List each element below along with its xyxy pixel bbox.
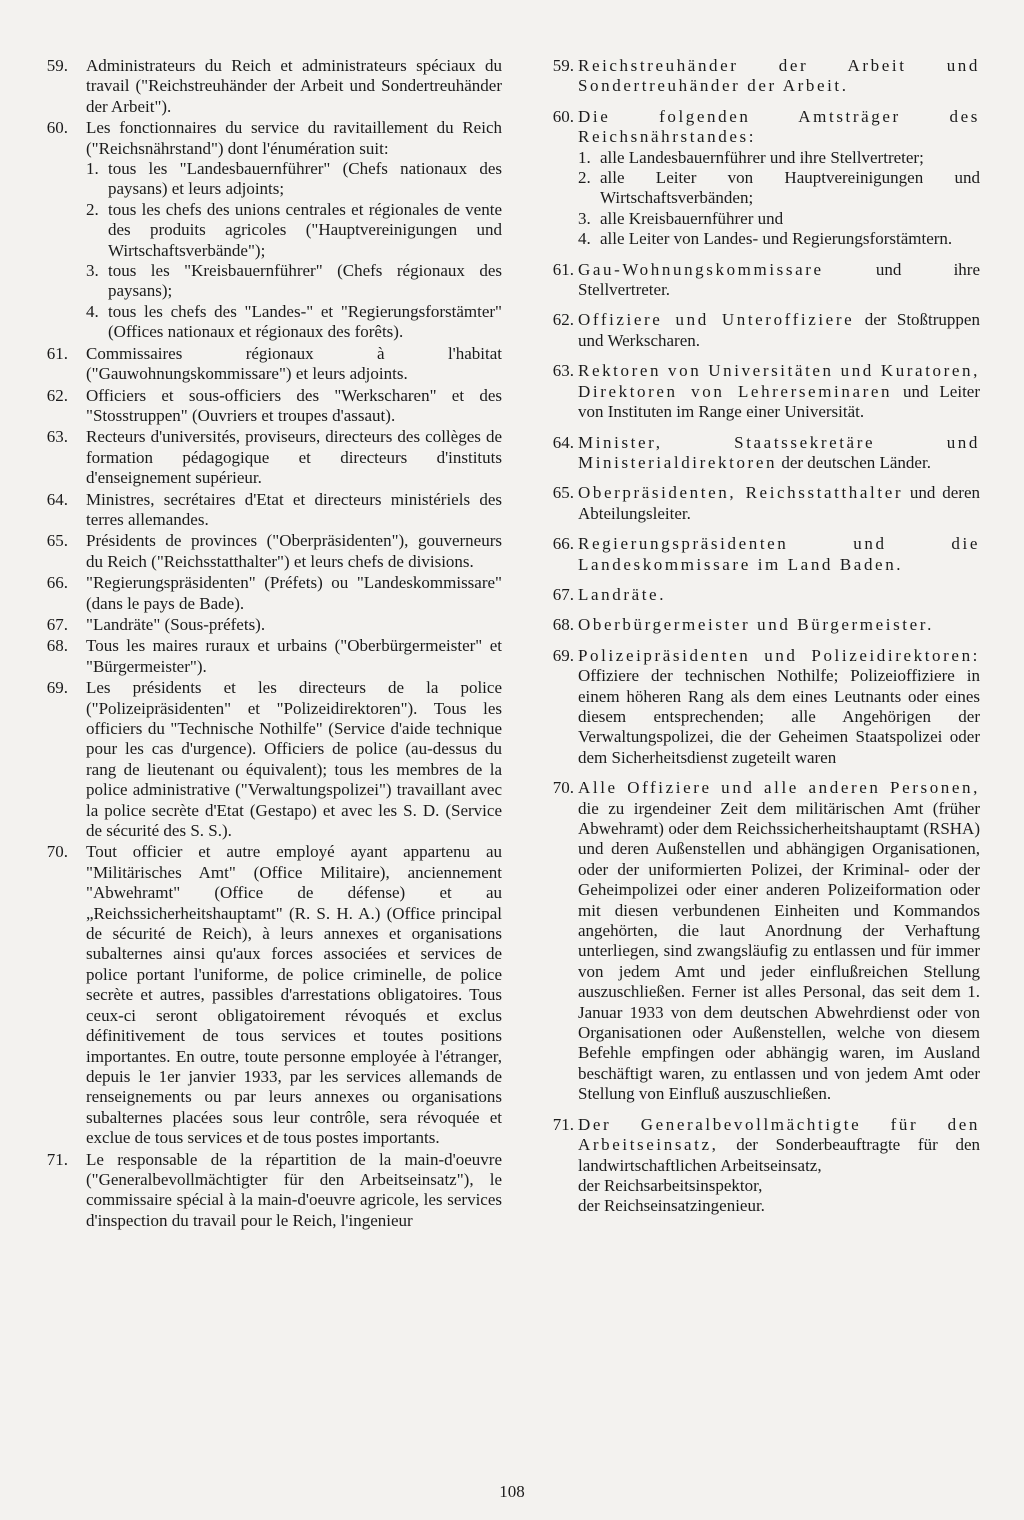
item-number: 66.: [552, 534, 574, 554]
item-text: und deren Abteilungsleiter.: [578, 483, 980, 523]
item-number: 64.: [552, 432, 574, 452]
spaced-heading: Oberpräsidenten, Reichsstatthalter: [578, 483, 904, 503]
list-item: [40, 344, 502, 385]
sub-item: [578, 148, 980, 168]
list-item: [530, 361, 980, 422]
item-number: 65.: [46, 531, 68, 551]
spaced-heading: Gau-Wohnungskommissare: [578, 259, 824, 279]
sub-item-number: 4.: [578, 229, 591, 249]
item-number: 62.: [46, 385, 68, 405]
item-number: 61.: [46, 343, 68, 363]
item-text: Le responsable de la répartition de la main-d'oeuvre ("Generalbevollmächtigter für den Arbeitseinsatz"), le commissaire spécial à la main-d'oeuvre agricole, les services d'inspection du travail pour le Reich, l'ingenieur: [86, 1149, 502, 1230]
list-item: [530, 646, 980, 768]
spaced-heading: Polizeipräsidenten und Polizeidirektoren:: [578, 645, 980, 665]
list-item: [530, 534, 980, 575]
sub-item-text: alle Leiter von Hauptvereinigungen und Wirtschaftsverbänden;: [600, 168, 980, 208]
list-item: [40, 1150, 502, 1232]
spaced-heading: Oberbürgermeister und Bürgermeister.: [578, 615, 934, 635]
item-text: der Sonderbeauftragte für den landwirtschaftlichen Arbeitseinsatz,: [578, 1135, 980, 1175]
item-text: Tout officier et autre employé ayant appartenu au "Militärisches Amt" (Office Militaire), anciennement "Abwehramt" (Office de défense) et au „Reichssicherheitshauptamt" (R. S. H. A.) (Office principal de sécurité de Reich), à leurs annexes et organisations subalternes ainsi qu'aux forces associées et services de police portant l'uniforme, de police criminelle, de police secrète et autres, passibles d'arrestations obligatoires. Tous ceux-ci seront obligatoirement révoqués et exclus définitivement de tous services et toutes positions importantes. En outre, toute personne employée à l'étranger, depuis le 1er janvier 1933, par les services allemands de renseignements ou par leurs annexes ou organisations subalternes placées sous leur contrôle, sera révoquée et exclue de tous services et de tous postes importants.: [86, 842, 502, 1148]
sub-item: [86, 302, 502, 343]
german-column: [530, 56, 980, 1227]
item-number: 67.: [46, 614, 68, 634]
item-text: die zu irgendeiner Zeit dem militärischen Amt (früher Abwehramt) oder dem Reichssicherheitshauptamt (RSHA) und deren Außenstellen und abhängigen Organisationen, oder der uniformierten Polizei, der Kriminal- oder der Geheimpolizei oder einer anderen Polizeiformation oder mit diesen verbundenen Einheiten und Kommandos angehörten, die laut Anordnung der Verhaftung unterliegen, sind zwangsläufig zu entlassen und für immer von jedem Amt und jeder einflußreichen Stellung auszuschließen. Ferner ist alles Personal, das seit dem 1. Januar 1933 von dem deutschen Abwehrdienst oder von Organisationen oder Außenstellen, welche von diesem Befehle empfingen oder abhängig waren, im Ausland beschäftigt waren, zu entlassen und von jedem Amt oder Stellung von Einfluß auszuschließen.: [578, 798, 980, 1104]
item-number: 70.: [552, 778, 574, 798]
sub-item-text: tous les chefs des unions centrales et régionales de vente des produits agricoles ("Hauptvereinigungen und Wirtschaftsverbände");: [108, 199, 502, 260]
item-number: 69.: [46, 678, 68, 698]
list-item: [530, 1115, 980, 1217]
list-item: [530, 778, 980, 1105]
item-number: 61.: [552, 259, 574, 279]
spaced-heading: Die folgenden Amtsträger des Reichsnährstandes:: [578, 106, 980, 147]
sub-item-text: tous les chefs des "Landes-" et "Regierungsforstämter" (Offices nationaux et régionaux des forêts).: [108, 301, 502, 342]
spaced-heading: Minister, Staatssekretäre und Ministerialdirektoren: [578, 432, 980, 472]
item-text: Officiers et sous-officiers des "Werkscharen" et des "Stosstruppen" (Ouvriers et troupes d'assaut).: [86, 385, 502, 425]
item-text: Les présidents et les directeurs de la police ("Polizeipräsidenten" et "Polizeidirektoren"). Tous les officiers du "Technische Nothilfe" (Service d'aide technique pour les cas d'urgence). Officiers de police (au-dessus du rang de lieutenant ou équivalent); tous les membres de la police administrative ("Verwaltungspolizei") travaillant avec la police secrète d'Etat (Gestapo) et avec les S. D. (Service de sécurité des S. S.).: [86, 678, 502, 841]
list-item: [40, 56, 502, 117]
sub-item-number: 3.: [86, 261, 99, 281]
sub-item-text: tous les "Kreisbauernführer" (Chefs régionaux des paysans);: [108, 261, 502, 301]
extra-line: der Reichsarbeitsinspektor,: [578, 1175, 763, 1195]
list-item: [530, 433, 980, 474]
spaced-heading: Landräte.: [578, 584, 667, 604]
spaced-heading: Rektoren von Universitäten und Kuratoren, Direktoren von Lehrerseminaren: [578, 361, 980, 401]
list-item: [40, 573, 502, 614]
french-column: [40, 56, 502, 1232]
list-item: [40, 678, 502, 841]
sub-item: [86, 200, 502, 261]
list-item: [530, 615, 980, 635]
list-item: [530, 310, 980, 351]
list-item: [530, 483, 980, 524]
list-item: [40, 427, 502, 488]
item-text: der Stoßtruppen und Werkscharen.: [578, 310, 980, 350]
sub-item-number: 4.: [86, 301, 99, 321]
sub-item-number: 1.: [578, 147, 591, 167]
sub-item-text: alle Leiter von Landes- und Regierungsforstämtern.: [600, 229, 953, 249]
item-number: 63.: [46, 427, 68, 447]
spaced-heading: Regierungspräsidenten und die Landeskommissare im Land Baden.: [578, 534, 980, 574]
item-number: 69.: [552, 645, 574, 665]
item-text: und Leiter von Instituten im Range einer Universität.: [578, 381, 980, 422]
item-number: 60.: [46, 118, 68, 138]
list-item: [530, 56, 980, 97]
sub-item: [86, 159, 502, 200]
spaced-heading: Offiziere und Unteroffiziere: [578, 310, 855, 330]
sub-item-text: alle Landesbauernführer und ihre Stellvertreter;: [600, 147, 924, 167]
item-text: Offiziere der technischen Nothilfe; Polizeioffiziere in einem höheren Rang als dem eines Leutnants oder eines diesem entsprechenden; alle Angehörigen der Verwaltungspolizei, die der Geheimen Staatspolizei oder dem Sicherheitsdienst zugeteilt waren: [578, 666, 980, 767]
item-number: 64.: [46, 489, 68, 509]
item-text: Ministres, secrétaires d'Etat et directeurs ministériels des terres allemandes.: [86, 489, 502, 529]
item-number: 71.: [552, 1114, 574, 1134]
list-item: [40, 386, 502, 427]
item-number: 71.: [46, 1149, 68, 1169]
sub-item-number: 2.: [86, 199, 99, 219]
sub-item-number: 2.: [578, 168, 591, 188]
list-item: [530, 107, 980, 250]
item-number: 63.: [552, 361, 574, 381]
item-number: 62.: [552, 310, 574, 330]
list-item: [40, 531, 502, 572]
sub-item-number: 1.: [86, 159, 99, 179]
item-number: 66.: [46, 573, 68, 593]
item-text: Tous les maires ruraux et urbains ("Oberbürgermeister" et "Bürgermeister").: [86, 636, 502, 676]
item-number: 68.: [46, 636, 68, 656]
item-text: Les fonctionnaires du service du ravitaillement du Reich ("Reichsnährstand") dont l'énumération suit:: [86, 118, 502, 158]
list-item: [530, 585, 980, 605]
sub-item: [86, 261, 502, 302]
sub-item-number: 3.: [578, 208, 591, 228]
list-item: [40, 490, 502, 531]
item-text: der deutschen Länder.: [777, 452, 931, 472]
spaced-heading: Alle Offiziere und alle anderen Personen,: [578, 778, 980, 798]
item-number: 59.: [46, 56, 68, 75]
item-text: und ihre Stellvertreter.: [578, 259, 980, 300]
item-text: Présidents de provinces ("Oberpräsidenten"), gouverneurs du Reich ("Reichsstatthalter") et leurs chefs de divisions.: [86, 531, 502, 571]
page-number: 108: [499, 1482, 525, 1501]
sub-item-text: tous les "Landesbauernführer" (Chefs nationaux des paysans) et leurs adjoints;: [108, 159, 502, 199]
extra-line: der Reichseinsatzingenieur.: [578, 1196, 765, 1216]
spaced-heading: Reichstreuhänder der Arbeit und Sondertreuhänder der Arbeit.: [578, 56, 980, 96]
list-item: [40, 842, 502, 1148]
item-text: Recteurs d'universités, proviseurs, directeurs des collèges de formation pédagogique et directeurs d'instituts d'enseignement supérieur.: [86, 427, 502, 488]
item-text: Administrateurs du Reich et administrateurs spéciaux du travail ("Reichstreuhänder der Arbeit und Sondertreuhänder der Arbeit").: [86, 56, 502, 116]
list-item: [530, 260, 980, 301]
list-item: [40, 615, 502, 635]
item-text: Commissaires régionaux à l'habitat ("Gauwohnungskommissare") et leurs adjoints.: [86, 343, 502, 384]
item-text: "Landräte" (Sous-préfets).: [86, 614, 266, 634]
item-text: "Regierungspräsidenten" (Préfets) ou "Landeskommissare" (dans le pays de Bade).: [86, 573, 502, 613]
sub-item-text: alle Kreisbauernführer und: [600, 208, 784, 228]
sub-item: [578, 168, 980, 209]
sub-item: [578, 209, 980, 229]
item-number: 59.: [552, 56, 574, 75]
list-item: [40, 118, 502, 342]
item-number: 60.: [552, 106, 574, 126]
sub-item: [578, 229, 980, 249]
item-number: 65.: [552, 483, 574, 503]
item-number: 67.: [552, 584, 574, 604]
item-number: 68.: [552, 615, 574, 635]
list-item: [40, 636, 502, 677]
spaced-heading: Der Generalbevollmächtigte für den Arbeitseinsatz,: [578, 1114, 980, 1155]
item-number: 70.: [46, 842, 68, 862]
